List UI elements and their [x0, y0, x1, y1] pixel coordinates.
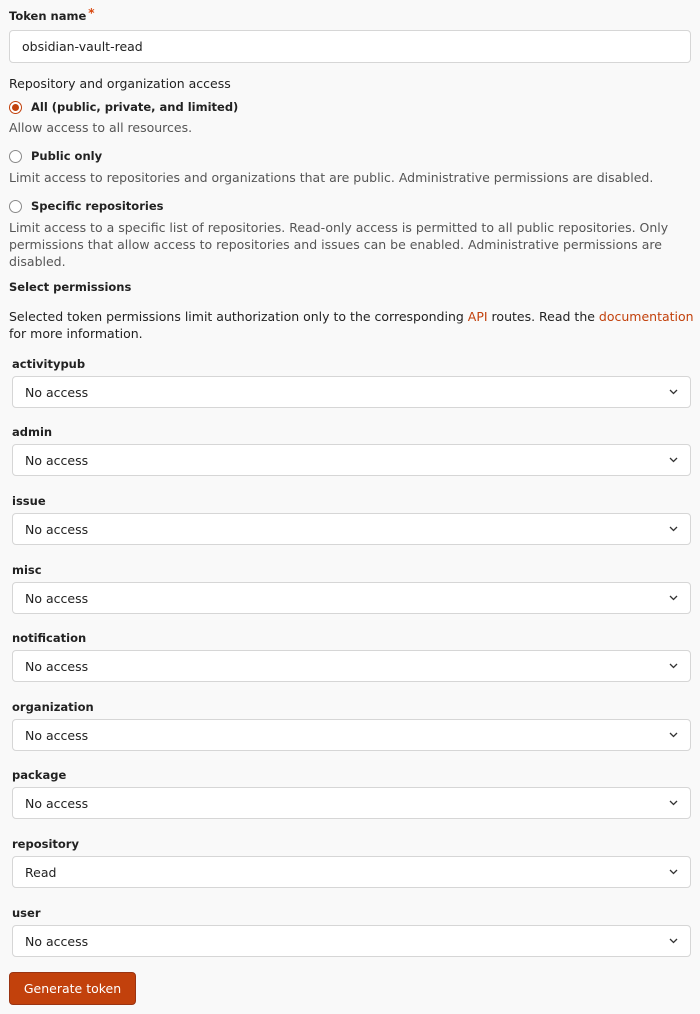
token-name-input[interactable]: [9, 30, 691, 63]
select-value: Read: [25, 864, 57, 880]
radio-all-label[interactable]: All (public, private, and limited): [31, 100, 239, 114]
radio-public-only-control[interactable]: [9, 150, 22, 163]
perm-label-repository: repository: [12, 837, 79, 851]
perm-select-issue[interactable]: [12, 513, 691, 545]
perm-label-issue: issue: [12, 494, 46, 508]
radio-specific-repos[interactable]: [9, 198, 163, 214]
chevron-down-icon: [668, 524, 678, 534]
perm-label-organization: organization: [12, 700, 94, 714]
select-value: No access: [25, 452, 89, 468]
chevron-down-icon: [668, 936, 678, 946]
radio-specific-repos-help: Limit access to a specific list of repositories. Read-only access is permitted to all public repositories. Only permissions that allow access to repositories and issues can be enabled. Administrative permissions are disabled.: [9, 220, 669, 269]
perm-select-notification[interactable]: [12, 650, 691, 682]
api-link[interactable]: API: [467, 309, 488, 324]
token-name-label: Token name *: [9, 6, 95, 23]
chevron-down-icon: [668, 867, 678, 877]
perm-label-admin: admin: [12, 425, 53, 439]
radio-specific-repos-label[interactable]: Specific repositories: [31, 199, 164, 213]
documentation-link[interactable]: documentation: [598, 309, 694, 324]
select-value: No access: [25, 933, 89, 949]
radio-public-only-label[interactable]: Public only: [31, 149, 103, 163]
chevron-down-icon: [668, 387, 678, 397]
permissions-intro: Selected token permissions limit authorization only to the corresponding API routes. Read the documentation for more information.: [9, 309, 694, 341]
chevron-down-icon: [668, 730, 678, 740]
chevron-down-icon: [668, 593, 678, 603]
chevron-down-icon: [668, 455, 678, 465]
perm-select-activitypub[interactable]: [12, 376, 691, 408]
select-value: No access: [25, 795, 89, 811]
perm-label-package: package: [12, 768, 67, 782]
select-value: No access: [25, 521, 89, 537]
perm-label-activitypub: activitypub: [12, 357, 86, 371]
perm-label-misc: misc: [12, 563, 42, 577]
select-value: No access: [25, 727, 89, 743]
perm-select-admin[interactable]: [12, 444, 691, 476]
chevron-down-icon: [668, 661, 678, 671]
radio-public-only-help: Limit access to repositories and organizations that are public. Administrative permissions are disabled.: [9, 170, 654, 185]
perm-select-user[interactable]: [12, 925, 691, 957]
chevron-down-icon: [668, 798, 678, 808]
required-mark: *: [88, 6, 95, 20]
radio-specific-repos-control[interactable]: [9, 200, 22, 213]
select-value: No access: [25, 590, 89, 606]
access-section-title: Repository and organization access: [9, 76, 231, 91]
radio-all-help: Allow access to all resources.: [9, 120, 193, 135]
permissions-section-title: Select permissions: [9, 280, 132, 294]
select-value: No access: [25, 384, 89, 400]
perm-select-organization[interactable]: [12, 719, 691, 751]
radio-all[interactable]: [9, 99, 238, 115]
perm-label-notification: notification: [12, 631, 87, 645]
radio-public-only[interactable]: [9, 148, 102, 164]
generate-token-button[interactable]: Generate token: [9, 972, 136, 1005]
perm-select-misc[interactable]: [12, 582, 691, 614]
select-value: No access: [25, 658, 89, 674]
perm-select-repository[interactable]: [12, 856, 691, 888]
radio-all-control[interactable]: [9, 101, 22, 114]
perm-label-user: user: [12, 906, 41, 920]
perm-select-package[interactable]: [12, 787, 691, 819]
